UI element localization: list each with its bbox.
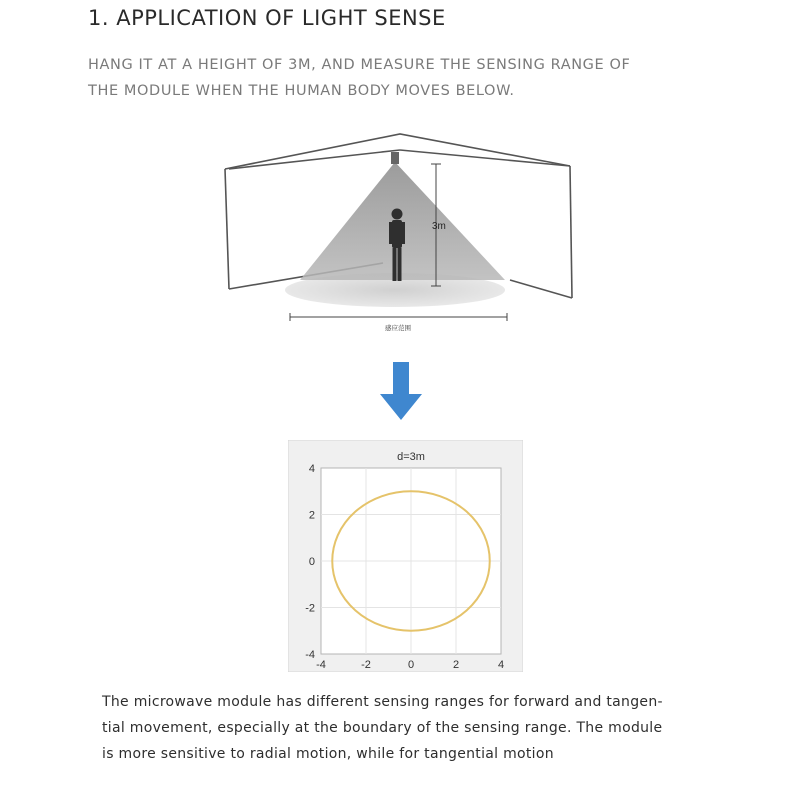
description-line-2: tial movement, especially at the boundary of the sensing range. The module [102, 720, 663, 736]
x-tick-label: -2 [361, 659, 371, 671]
section-subtitle [88, 52, 708, 104]
subtitle-line-2: THE MODULE WHEN THE HUMAN BODY MOVES BELOW. [88, 83, 515, 99]
section-heading: 1. APPLICATION OF LIGHT SENSE [88, 6, 446, 30]
down-arrow-icon [378, 362, 424, 422]
range-dimension [290, 313, 507, 321]
sensor-icon [391, 152, 399, 164]
chart-title: d=3m [397, 451, 425, 463]
x-tick-label: -4 [316, 659, 326, 671]
x-tick-label: 2 [452, 659, 460, 671]
sensing-cone [300, 162, 505, 280]
height-label: 3m [432, 221, 446, 232]
room-sensing-diagram [215, 128, 585, 333]
y-tick-label: 4 [308, 463, 315, 475]
y-tick-label: -2 [305, 602, 315, 615]
description-line-3: is more sensitive to radial motion, while for tangential motion [102, 746, 554, 762]
range-label: 感应范围 [385, 324, 411, 332]
y-tick-label: 0 [308, 556, 315, 568]
x-tick-label: 0 [407, 659, 415, 671]
description-paragraph [102, 689, 702, 767]
x-tick-label: 4 [497, 659, 505, 671]
y-tick-label: 2 [308, 509, 315, 522]
y-tick-label: -4 [305, 649, 315, 661]
description-line-1: The microwave module has different sensing ranges for forward and tangen- [102, 694, 663, 710]
sensing-range-chart [288, 440, 523, 672]
subtitle-line-1: HANG IT AT A HEIGHT OF 3M, AND MEASURE THE SENSING RANGE OF [88, 57, 631, 73]
